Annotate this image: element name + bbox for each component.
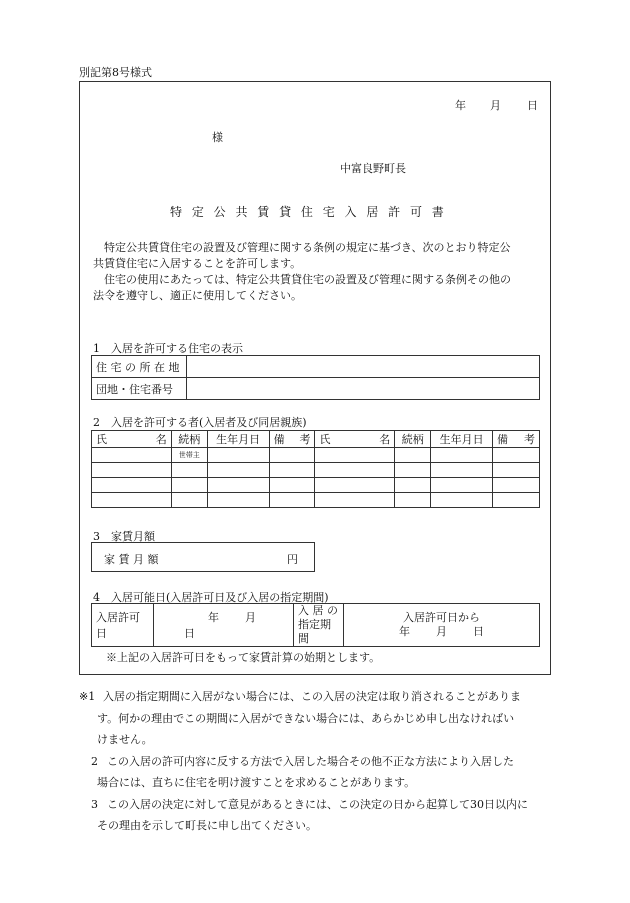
occupants-header-row <box>92 431 540 448</box>
section4-heading: 4 入居可能日(入居許可日及び入居の指定期間) <box>93 591 329 604</box>
col-relation: 続柄 <box>171 431 207 448</box>
section3-heading: 3 家賃月額 <box>93 530 155 543</box>
col-relation-2: 続柄 <box>395 431 431 448</box>
location-label: 住 宅 の 所 在 地 <box>92 356 187 378</box>
addressee-sama: 様 <box>212 131 223 144</box>
unit-number-label: 団地・住宅番号 <box>92 378 187 400</box>
table-row <box>92 448 540 463</box>
form-number-label: 別記第8号様式 <box>79 66 152 79</box>
permit-date-label: 入居許可日 <box>92 604 154 647</box>
col-name-2: 氏 名 <box>315 431 395 448</box>
rent-unit: 円 <box>287 553 298 566</box>
period-field[interactable]: 入居許可日から 年 月 日 <box>344 604 540 647</box>
table-row <box>92 463 540 478</box>
note1-line2: す。何かの理由でこの期間に入居ができない場合には、あらかじめ申し出なければい <box>97 711 515 725</box>
col-dob-2: 生年月日 <box>431 431 493 448</box>
permit-date-field[interactable]: 年 月日 <box>154 604 294 647</box>
col-name: 氏 名 <box>92 431 172 448</box>
unit-number-field[interactable] <box>187 378 540 400</box>
section1-heading: 1 入居を許可する住宅の表示 <box>93 342 243 355</box>
move-in-table <box>91 603 540 647</box>
rent-label: 家 賃 月 額 <box>104 553 159 566</box>
note1-mark: ※1 <box>79 690 96 703</box>
note3-line2: その理由を示して町長に申し出てください。 <box>97 819 317 832</box>
note2-mark: 2 <box>91 754 98 768</box>
note2-line1: この入居の許可内容に反する方法で入居した場合その他不正な方法により入居した <box>107 754 514 768</box>
col-notes: 備 考 <box>269 431 315 448</box>
notes <box>79 686 559 837</box>
note1-line3: けません。 <box>97 733 153 746</box>
col-notes-2: 備 考 <box>493 431 540 448</box>
intro-p1-line2: 共賃貸住宅に入居することを許可します。 <box>93 257 302 270</box>
intro-p1-line1: 特定公共賃貸住宅の設置及び管理に関する条例の規定に基づき、次のとおり特定公 <box>104 241 511 254</box>
period-label: 入 居 の 指定期間 <box>294 604 344 647</box>
table-row <box>92 493 540 508</box>
date-month: 月 <box>490 99 501 112</box>
issuer-name: 中富良野町長 <box>340 162 406 175</box>
intro-p2-line1: 住宅の使用にあたっては、特定公共賃貸住宅の設置及び管理に関する条例その他の <box>104 273 511 286</box>
intro-text <box>93 240 511 304</box>
note1-line1: 入居の指定期間に入居がない場合には、この入居の決定は取り消されることがありま <box>103 690 521 703</box>
col-dob: 生年月日 <box>207 431 269 448</box>
date-year: 年 <box>455 99 466 112</box>
note2-line2: 場合には、直ちに住宅を明け渡すことを求めることがあります。 <box>97 776 416 789</box>
section2-heading: 2 入居を許可する者(入居者及び同居親族) <box>93 416 307 429</box>
rent-start-note: ※上記の入居許可日をもって家賃計算の始期とします。 <box>106 651 381 664</box>
relation-head: 世帯主 <box>171 448 207 463</box>
location-field[interactable] <box>187 356 540 378</box>
table-row <box>92 478 540 493</box>
housing-table <box>91 355 540 400</box>
document-title: 特 定 公 共 賃 貸 住 宅 入 居 許 可 書 <box>170 205 447 219</box>
note3-mark: 3 <box>91 797 98 811</box>
note3-line1: この入居の決定に対して意見があるときには、この決定の日から起算して30日以内に <box>107 797 528 811</box>
intro-p2-line2: 法令を遵守し、適正に使用してください。 <box>93 289 302 302</box>
rent-box[interactable] <box>91 542 315 572</box>
date-day: 日 <box>527 99 538 112</box>
occupants-table <box>91 430 540 508</box>
